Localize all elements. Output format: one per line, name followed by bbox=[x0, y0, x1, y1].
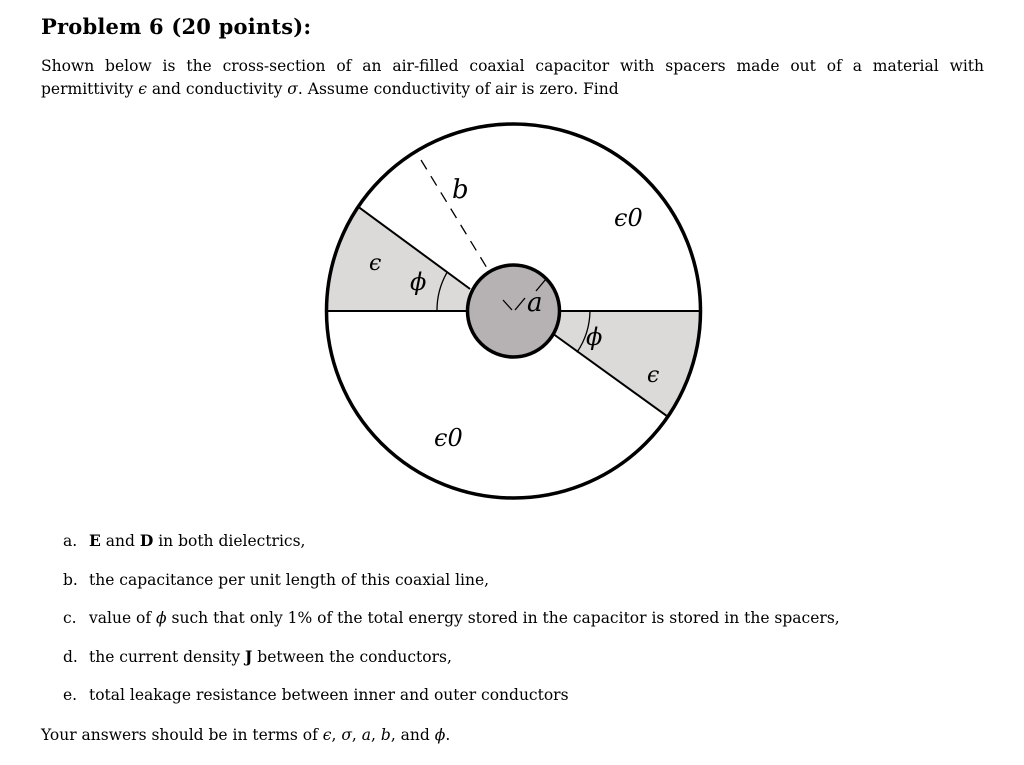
closing-sentence bbox=[41, 726, 450, 744]
problem-title: Problem 6 (20 points): bbox=[41, 14, 312, 39]
intro-text-c: . Assume conductivity of air is zero. Find bbox=[297, 80, 619, 98]
closing-text: Your answers should be in terms of bbox=[41, 726, 323, 744]
comma: , bbox=[331, 726, 342, 744]
item-text: the current density bbox=[89, 647, 246, 666]
item-label: e. bbox=[63, 686, 78, 705]
intro-text-b: and conductivity bbox=[146, 80, 288, 98]
list-item-b bbox=[63, 567, 840, 606]
bold-E: E bbox=[89, 531, 101, 550]
item-label: c. bbox=[63, 609, 77, 628]
sigma-symbol: σ bbox=[341, 726, 352, 744]
list-item-c bbox=[63, 605, 840, 644]
epsilon-symbol: ϵ bbox=[322, 726, 332, 744]
list-item-a bbox=[63, 528, 840, 567]
label-phi-right: ϕ bbox=[586, 323, 603, 351]
label-eps-left: ϵ bbox=[369, 251, 382, 276]
intro-text-a: permittivity bbox=[41, 80, 139, 98]
phi-symbol: ϕ bbox=[156, 609, 167, 628]
item-text: value of bbox=[89, 609, 157, 628]
question-list bbox=[63, 528, 840, 721]
item-text: and bbox=[100, 532, 140, 550]
item-text: the capacitance per unit length of this coaxial line, bbox=[89, 570, 490, 589]
label-a: a bbox=[527, 288, 543, 318]
comma: , bbox=[371, 726, 381, 744]
list-item-d bbox=[63, 644, 840, 683]
intro-line-1: Shown below is the cross-section of an air-filled coaxial capacitor with spacers made out of a material with bbox=[41, 57, 984, 75]
comma: , bbox=[351, 726, 362, 744]
comma-and: , and bbox=[390, 726, 435, 744]
phi-symbol: ϕ bbox=[434, 726, 446, 744]
item-text: such that only 1% of the total energy stored in the capacitor is stored in the spacers, bbox=[166, 609, 840, 628]
bold-D: D bbox=[139, 531, 154, 550]
bold-J: J bbox=[245, 646, 253, 666]
item-text: total leakage resistance between inner and outer conductors bbox=[89, 686, 569, 705]
item-label: a. bbox=[63, 532, 78, 550]
label-b: b bbox=[452, 175, 469, 205]
item-text: between the conductors, bbox=[252, 647, 452, 666]
label-phi-left: ϕ bbox=[410, 268, 427, 296]
epsilon-symbol: ϵ bbox=[138, 80, 147, 98]
item-text: in both dielectrics, bbox=[153, 532, 306, 550]
b-symbol: b bbox=[380, 726, 391, 744]
label-eps0-bottom: ϵ0 bbox=[434, 424, 463, 452]
a-symbol: a bbox=[361, 726, 372, 744]
list-item-e bbox=[63, 682, 840, 721]
period: . bbox=[445, 726, 451, 744]
label-eps-right: ϵ bbox=[647, 363, 660, 388]
item-label: b. bbox=[63, 570, 78, 589]
item-label: d. bbox=[63, 647, 78, 666]
sigma-symbol: σ bbox=[287, 80, 298, 98]
label-eps0-top: ϵ0 bbox=[614, 204, 643, 232]
